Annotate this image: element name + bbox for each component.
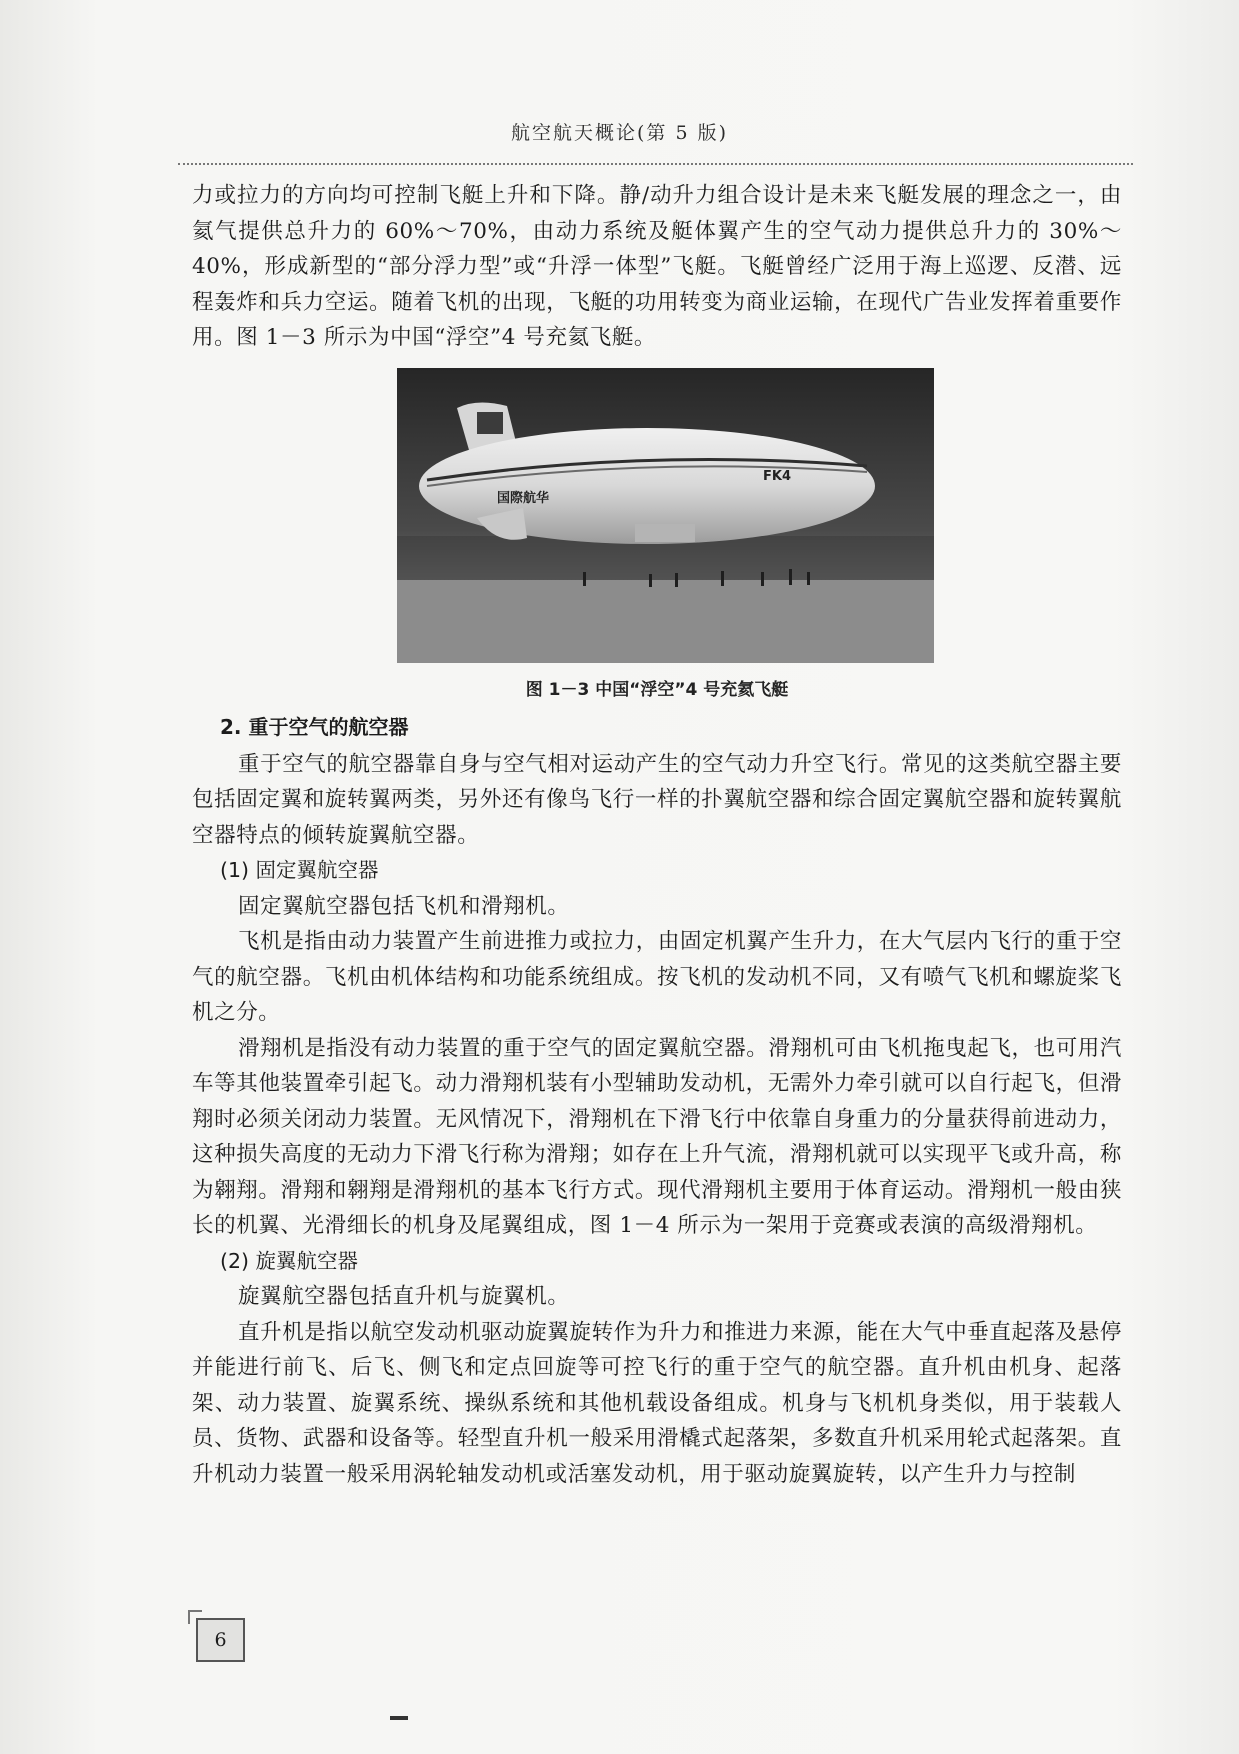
airship-illustration: [397, 368, 934, 663]
hull-code: FK4: [763, 468, 791, 484]
header-divider: [178, 163, 1133, 165]
airship-photo: [397, 368, 934, 663]
subsection-heading-rotorcraft: (2) 旋翼航空器: [220, 1248, 359, 1273]
paragraph-airplane: 飞机是指由动力装置产生前进推力或拉力，由固定机翼产生升力，在大气层内飞行的重于空气的航空器。飞机由机体结构和功能系统组成。按飞机的发动机不同，又有喷气飞机和螺旋桨飞机之分。: [192, 929, 1123, 1025]
airfield-ground: [397, 580, 934, 663]
paragraph-glider: 滑翔机是指没有动力装置的重于空气的固定翼航空器。滑翔机可由飞机拖曳起飞，也可用汽车等其他装置牵引起飞。动力滑翔机装有小型辅助发动机，无需外力牵引就可以自行起飞，但滑翔时必须关闭动力装置。无风情况下，滑翔机在下滑飞行中依靠自身重力的分量获得前进动力，这种损失高度的无动力下滑飞行称为滑翔；如存在上升气流，滑翔机就可以实现平飞或升高，称为翱翔。滑翔和翱翔是滑翔机的基本飞行方式。现代滑翔机主要用于体育运动。滑翔机一般由狭长的机翼、光滑细长的机身及尾翼组成，图 1－4 所示为一架用于竞赛或表演的高级滑翔机。: [192, 1035, 1123, 1238]
section-intro: 重于空气的航空器靠自身与空气相对运动产生的空气动力升空飞行。常见的这类航空器主要包括固定翼和旋转翼两类，另外还有像鸟飞行一样的扑翼航空器和综合固定翼航空器和旋转翼航空器特点的倾转旋翼航空器。: [192, 751, 1123, 848]
figure-1-3: [192, 368, 1122, 700]
figure-caption: 图 1－3 中国“浮空”4 号充氦飞艇: [525, 679, 789, 700]
paragraph-rotorcraft-types: 旋翼航空器包括直升机与旋翼机。: [238, 1284, 570, 1309]
scan-mark: [390, 1716, 408, 1720]
fin-window: [477, 412, 503, 434]
paragraph-fixed-wing-types: 固定翼航空器包括飞机和滑翔机。: [238, 893, 570, 919]
page-number: 6: [196, 1618, 245, 1662]
section-heading: 2. 重于空气的航空器: [220, 714, 409, 739]
gondola: [635, 524, 695, 542]
running-head: 航空航天概论(第 5 版): [511, 122, 728, 144]
paragraph-airship-lift: 力或拉力的方向均可控制飞艇上升和下降。静/动升力组合设计是未来飞艇发展的理念之一，由氦气提供总升力的 60%～70%，由动力系统及艇体翼产生的空气动力提供总升力的 30%～40%，形成新型的“部分浮力型”或“升浮一体型”飞艇。飞艇曾经广泛用于海上巡逻、反潜、远程轰炸和兵力空运。随着飞机的出现，飞艇的功用转变为商业运输，在现代广告业发挥着重要作用。图 1－3 所示为中国“浮空”4 号充氦飞艇。: [192, 183, 1122, 350]
subsection-heading-fixed-wing: (1) 固定翼航空器: [220, 858, 379, 882]
paragraph-helicopter: 直升机是指以航空发动机驱动旋翼旋转作为升力和推进力来源，能在大气中垂直起落及悬停并能进行前飞、后飞、侧飞和定点回旋等可控飞行的重于空气的航空器。直升机由机身、起落架、动力装置、旋翼系统、操纵系统和其他机载设备组成。机身与飞机机身类似，用于装载人员、货物、武器和设备等。轻型直升机一般采用滑橇式起落架，多数直升机采用轮式起落架。直升机动力装置一般采用涡轮轴发动机或活塞发动机，用于驱动旋翼旋转，以产生升力与控制: [192, 1319, 1123, 1487]
hull-lettering: 国際航华: [497, 490, 550, 506]
page-body: [192, 178, 1122, 1492]
